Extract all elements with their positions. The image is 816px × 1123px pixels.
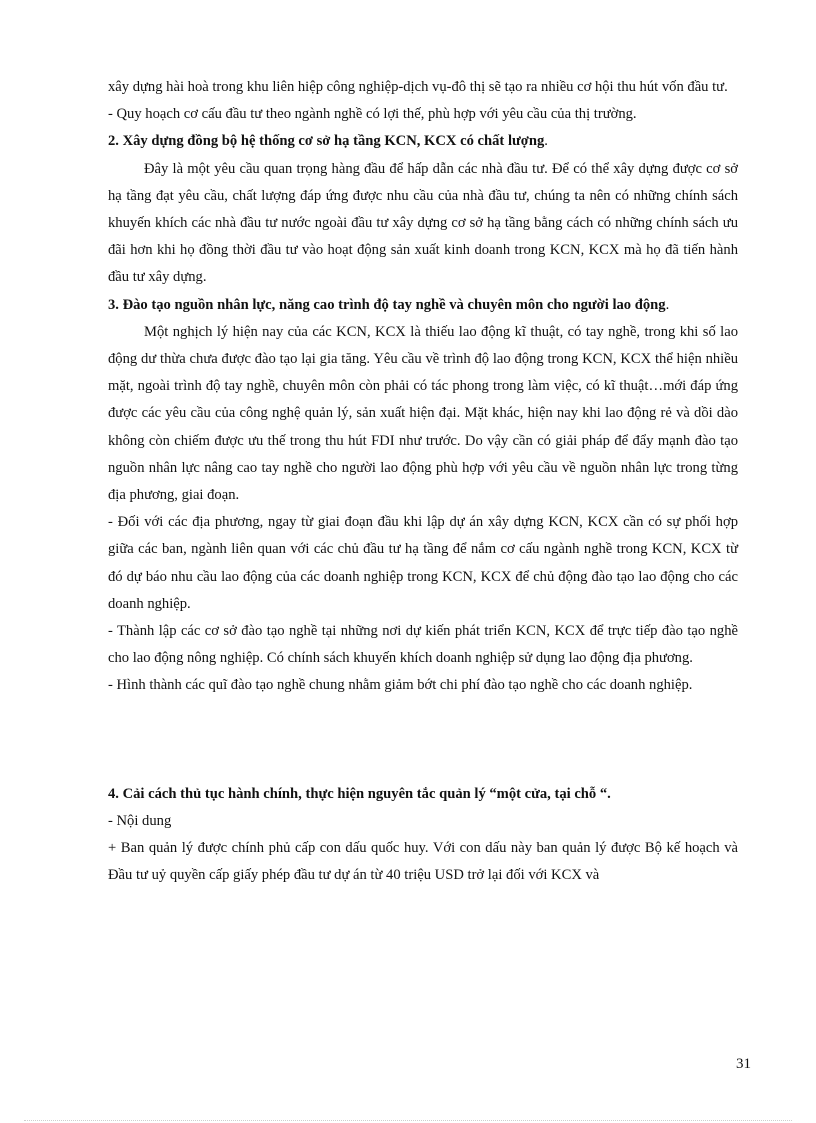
bullet-investment-structure: - Quy hoạch cơ cấu đầu tư theo ngành nghề có lợi thế, phù hợp với yêu cầu của thị trường.: [108, 106, 637, 123]
paragraph-infrastructure: Đây là một yêu cầu quan trọng hàng đầu để hấp dẫn các nhà đầu tư. Để có thể xây dựng được cơ sở hạ tầng đạt yêu cầu, chất lượng đáp ứng được nhu cầu của nhà đầu tư, chúng ta nên có những chính sách khuyến khích các nhà đầu tư nước ngoài đầu tư xây dựng cơ sở hạ tầng bằng cách có những chính sách ưu đãi hơn khi họ đồng thời đầu tư vào hoạt động sản xuất kinh doanh trong KCN, KCX mà họ đã tiến hành đầu tư xây dựng.: [108, 160, 738, 286]
bullet-training-funds: - Hình thành các quĩ đào tạo nghề chung nhằm giảm bớt chi phí đào tạo nghề cho các doanh nghiệp.: [108, 677, 693, 694]
page-bottom-divider: [24, 1120, 792, 1121]
bullet-local-coordination: - Đối với các địa phương, ngay từ giai đoạn đầu khi lập dự án xây dựng KCN, KCX cần có sự phối hợp giữa các ban, ngành liên quan với các chủ đầu tư hạ tầng để nắm cơ cấu ngành nghề trong KCN, KCX từ đó dự báo nhu cầu lao động của các doanh nghiệp trong KCN, KCX để chủ động đào tạo lao động cho các doanh nghiệp.: [108, 514, 738, 612]
page-number: 31: [736, 1056, 751, 1072]
paragraph-continuation: xây dựng hài hoà trong khu liên hiệp công nghiệp-dịch vụ-đô thị sẽ tạo ra nhiều cơ hội thu hút vốn đầu tư.: [108, 79, 728, 95]
section-heading-2: [108, 128, 738, 155]
section-heading-3-text: 3. Đào tạo nguồn nhân lực, năng cao trình độ tay nghề và chuyên môn cho người lao động: [108, 296, 666, 313]
section-heading-3-period: .: [665, 296, 670, 313]
bullet-training-facilities: - Thành lập các cơ sở đào tạo nghề tại những nơi dự kiến phát triển KCN, KCX để trực tiếp đào tạo nghề cho lao động nông nghiệp. Có chính sách khuyến khích doanh nghiệp sử dụng lao động địa phương.: [108, 623, 738, 667]
section-heading-4: [108, 781, 738, 808]
bullet-content-label: - Nội dung: [108, 812, 172, 829]
paragraph-labor-paradox: Một nghịch lý hiện nay của các KCN, KCX là thiếu lao động kĩ thuật, có tay nghề, trong khi số lao động dư thừa chưa được đào tạo lại gia tăng. Yêu cầu về trình độ lao động trong KCN, KCX thể hiện nhiều mặt, ngoài trình độ tay nghề, chuyên môn còn phải có tác phong trong làm việc, có kĩ thuật…mới đáp ứng được các yêu cầu của công nghệ quản lý, sản xuất hiện đại. Mặt khác, hiện nay khi lao động rẻ và dồi dào không còn chiếm được ưu thế trong thu hút FDI như trước. Do vậy cần có giải pháp để đẩy mạnh đào tạo nguồn nhân lực nâng cao tay nghề cho người lao động phù hợp với yêu cầu về nguồn nhân lực trong từng địa phương, giai đoạn.: [108, 323, 738, 504]
plus-item-management-seal: + Ban quản lý được chính phủ cấp con dấu quốc huy. Với con dấu này ban quản lý được Bộ kế hoạch và Đầu tư uỷ quyền cấp giấy phép đầu tư dự án từ 40 triệu USD trở lại đối với KCX và: [108, 840, 738, 884]
section-heading-2-period: .: [544, 133, 548, 150]
section-heading-3: [108, 292, 738, 319]
section-gap: [108, 700, 738, 781]
section-heading-4-text: 4. Cải cách thủ tục hành chính, thực hiện nguyên tắc quản lý “một cửa, tại chỗ “.: [108, 785, 611, 802]
page-body: [108, 74, 738, 889]
section-heading-2-text: 2. Xây dựng đồng bộ hệ thống cơ sở hạ tầng KCN, KCX có chất lượng: [108, 133, 545, 150]
